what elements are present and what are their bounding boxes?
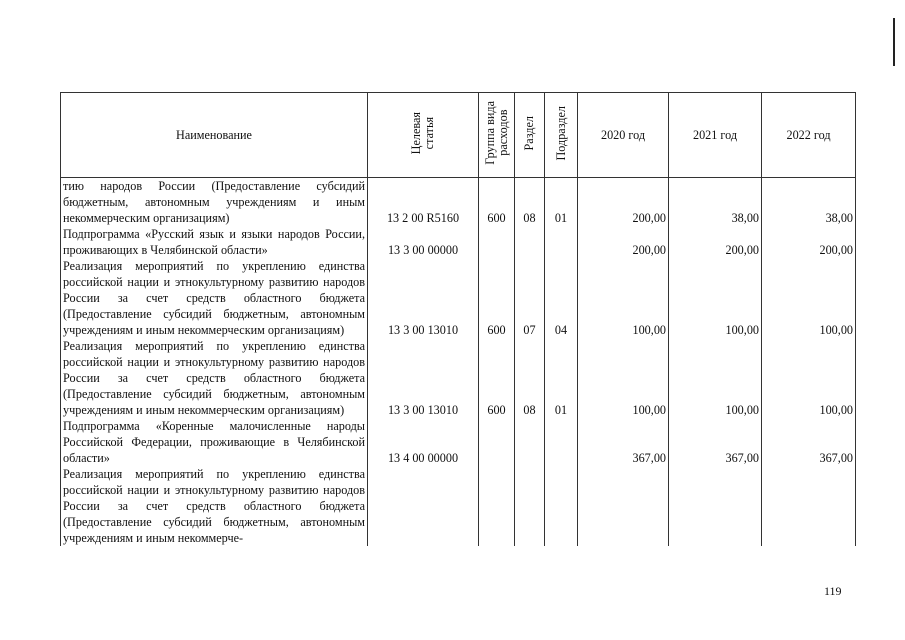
- cell-target: 13 3 00 13010: [368, 338, 479, 418]
- header-row: [61, 93, 856, 178]
- table-row: [61, 258, 856, 338]
- table-row: [61, 418, 856, 466]
- cell-y2020: 200,00: [578, 226, 669, 258]
- cell-section: 08: [515, 178, 545, 227]
- cell-y2021: 100,00: [669, 258, 762, 338]
- cell-y2021: 100,00: [669, 338, 762, 418]
- cell-y2022: 200,00: [762, 226, 856, 258]
- cell-subsection: 01: [545, 338, 578, 418]
- cell-target: 13 4 00 00000: [368, 418, 479, 466]
- page-number: 119: [824, 584, 842, 598]
- cell-section: [515, 226, 545, 258]
- cell-section: 08: [515, 338, 545, 418]
- cell-name: Реализация мероприятий по укреплению единства российской нации и этнокультурному развитию народов России за счет средств областного бюджета (Предоставление субсидий бюджетным, автономным учреждениям и иным некоммерческим организациям): [61, 338, 368, 418]
- table-row: [61, 178, 856, 227]
- header-section-label: Раздел: [522, 115, 536, 151]
- cell-group: 600: [479, 258, 515, 338]
- cell-y2022: 367,00: [762, 418, 856, 466]
- cell-y2022: 38,00: [762, 178, 856, 227]
- header-2022: 2022 год: [762, 93, 856, 178]
- cell-y2022: 100,00: [762, 338, 856, 418]
- cell-name: Реализация мероприятий по укреплению единства российской нации и этнокультурному развитию народов России за счет средств областного бюджета (Предоставление субсидий бюджетным, автономным учреждениям и иным некоммерче-: [61, 466, 368, 546]
- header-group-label: Группа вида расходов: [482, 101, 510, 165]
- page-edge-line: [893, 18, 895, 66]
- cell-subsection: 01: [545, 178, 578, 227]
- header-subsection: [545, 93, 578, 178]
- header-target-label: Целевая статья: [409, 111, 436, 155]
- header-name: Наименование: [61, 93, 368, 178]
- cell-name: Подпрограмма «Русский язык и языки народов России, проживающих в Челябинской области»: [61, 226, 368, 258]
- cell-section: 07: [515, 258, 545, 338]
- header-section: [515, 93, 545, 178]
- cell-y2021: [669, 466, 762, 546]
- header-group: [479, 93, 515, 178]
- cell-y2022: [762, 466, 856, 546]
- header-2021: 2021 год: [669, 93, 762, 178]
- cell-y2020: 100,00: [578, 338, 669, 418]
- cell-group: [479, 418, 515, 466]
- cell-y2020: [578, 466, 669, 546]
- cell-y2022: 100,00: [762, 258, 856, 338]
- cell-group: [479, 226, 515, 258]
- cell-y2021: 200,00: [669, 226, 762, 258]
- cell-group: 600: [479, 338, 515, 418]
- cell-target: 13 2 00 R5160: [368, 178, 479, 227]
- cell-subsection: [545, 466, 578, 546]
- cell-name: тию народов России (Предоставление субсидий бюджетным, автономным учреждениям и иным некоммерческим организациям): [61, 178, 368, 227]
- table-row: [61, 226, 856, 258]
- cell-target: [368, 466, 479, 546]
- cell-target: 13 3 00 00000: [368, 226, 479, 258]
- budget-table: [60, 92, 856, 546]
- cell-subsection: [545, 418, 578, 466]
- cell-y2020: 367,00: [578, 418, 669, 466]
- cell-group: 600: [479, 178, 515, 227]
- cell-y2021: 367,00: [669, 418, 762, 466]
- table-row: [61, 466, 856, 546]
- table-row: [61, 338, 856, 418]
- cell-section: [515, 418, 545, 466]
- cell-name: Реализация мероприятий по укреплению единства российской нации и этнокультурному развитию народов России за счет средств областного бюджета (Предоставление субсидий бюджетным, автономным учреждениям и иным некоммерческим организациям): [61, 258, 368, 338]
- cell-target: 13 3 00 13010: [368, 258, 479, 338]
- header-subsection-label: Подраздел: [553, 105, 568, 161]
- cell-subsection: 04: [545, 258, 578, 338]
- cell-section: [515, 466, 545, 546]
- cell-subsection: [545, 226, 578, 258]
- cell-group: [479, 466, 515, 546]
- cell-y2020: 100,00: [578, 258, 669, 338]
- header-target: [368, 93, 479, 178]
- cell-name: Подпрограмма «Коренные малочисленные народы Российской Федерации, проживающие в Челябинской области»: [61, 418, 368, 466]
- cell-y2020: 200,00: [578, 178, 669, 227]
- cell-y2021: 38,00: [669, 178, 762, 227]
- header-2020: 2020 год: [578, 93, 669, 178]
